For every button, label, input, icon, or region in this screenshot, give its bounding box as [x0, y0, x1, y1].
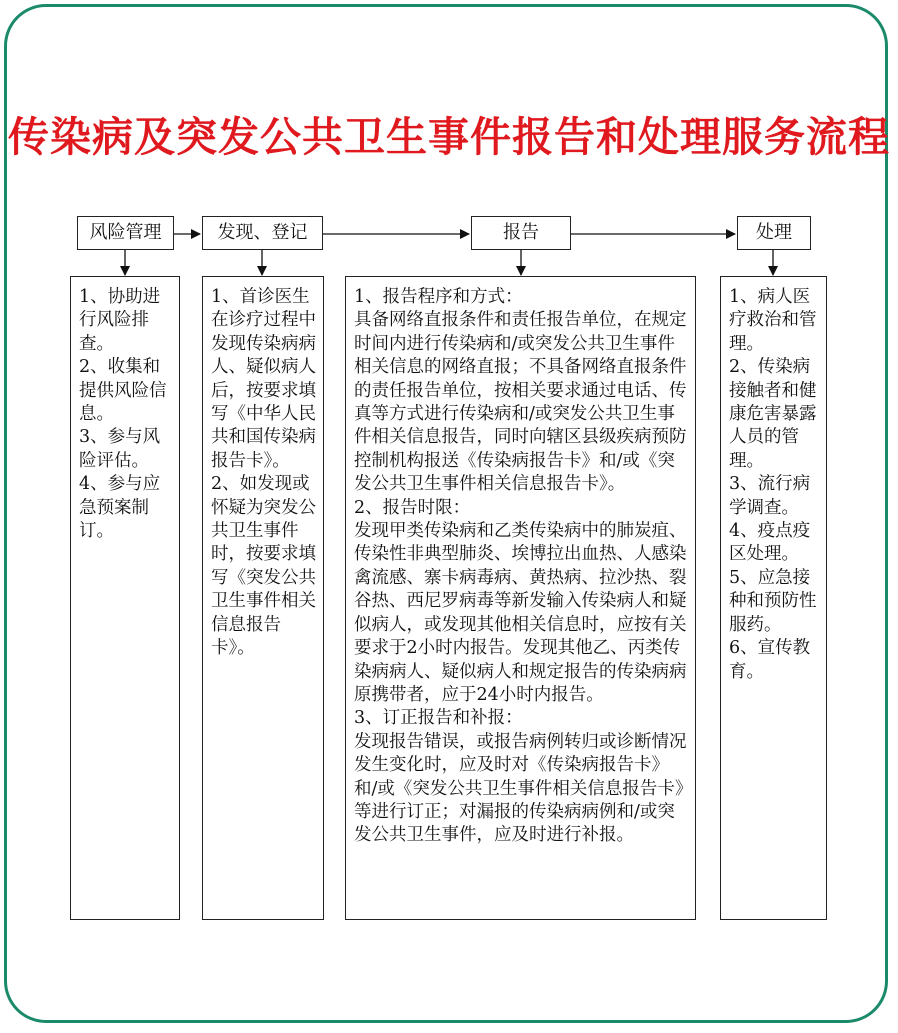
step-discover-register: 发现、登记 [202, 216, 323, 250]
report-heading: 1、报告程序和方式： [354, 287, 523, 307]
report-heading: 2、报告时限： [354, 497, 471, 518]
step-risk-management: 风险管理 [77, 216, 174, 250]
page-title: 传染病及突发公共卫生事件报告和处理服务流程 [8, 113, 890, 161]
discover-item: 1、首诊医生在诊疗过程中发现传染病病人、疑似病人后，按要求填写《中华人民共和国传染病报告卡》。 [211, 287, 316, 471]
report-text: 发现甲类传染病和乙类传染病中的肺炭疽、传染性非典型肺炎、埃博拉出血热、人感染禽流感、寨卡病毒病、黄热病、拉沙热、裂谷热、西尼罗病毒等新发输入传染病人和疑似病人，或发现其他相关信息时，应按有关要求于2小时内报告。发现其他乙、丙类传染病病人、疑似病人和规定报告的传染病病原携带者，应于24小时内报告。 [354, 521, 687, 705]
step-report: 报告 [471, 216, 571, 250]
discover-item: 2、如发现或怀疑为突发公共卫生事件时，按要求填写《突发公共卫生事件相关信息报告卡》。 [211, 474, 316, 659]
report-text: 发现报告错误，或报告病例转归或诊断情况发生变化时，应及时对《传染病报告卡》和/或《突发公共卫生事件相关信息报告卡》等进行订正；对漏报的传染病病例和/或突发公共卫生事件，应及时进行补报。 [354, 731, 687, 846]
handle-item: 3、流行病学调查。 [729, 474, 811, 518]
panel-handle [720, 276, 827, 920]
report-text: 具备网络直报条件和责任报告单位，在规定时间内进行传染病和/或突发公共卫生事件相关信息的网络直报；不具备网络直报条件的责任报告单位，按相关要求通过电话、传真等方式进行传染病和/或突发公共卫生事件相关信息报告，同时向辖区县级疾病预防控制机构报送《传染病报告卡》和/或《突发公共卫生事件相关信息报告卡》。 [354, 310, 687, 495]
risk-item: 2、收集和提供风险信息。 [79, 357, 167, 425]
risk-item: 1、协助进行风险排查。 [79, 287, 161, 354]
panel-risk-management [70, 276, 180, 920]
panel-discover-register [202, 276, 324, 920]
report-heading: 3、订正报告和补报： [354, 708, 523, 729]
handle-item: 1、病人医疗救治和管理。 [729, 287, 817, 354]
risk-item: 3、参与风险评估。 [79, 427, 161, 471]
handle-item: 2、传染病接触者和健康危害暴露人员的管理。 [729, 357, 817, 471]
step-handle: 处理 [737, 216, 811, 250]
risk-item: 4、参与应急预案制订。 [79, 474, 161, 542]
handle-item: 4、疫点疫区处理。 [729, 521, 811, 565]
handle-item: 6、宣传教育。 [729, 638, 811, 682]
panel-report [345, 276, 696, 920]
handle-item: 5、应急接种和预防性服药。 [729, 567, 817, 635]
